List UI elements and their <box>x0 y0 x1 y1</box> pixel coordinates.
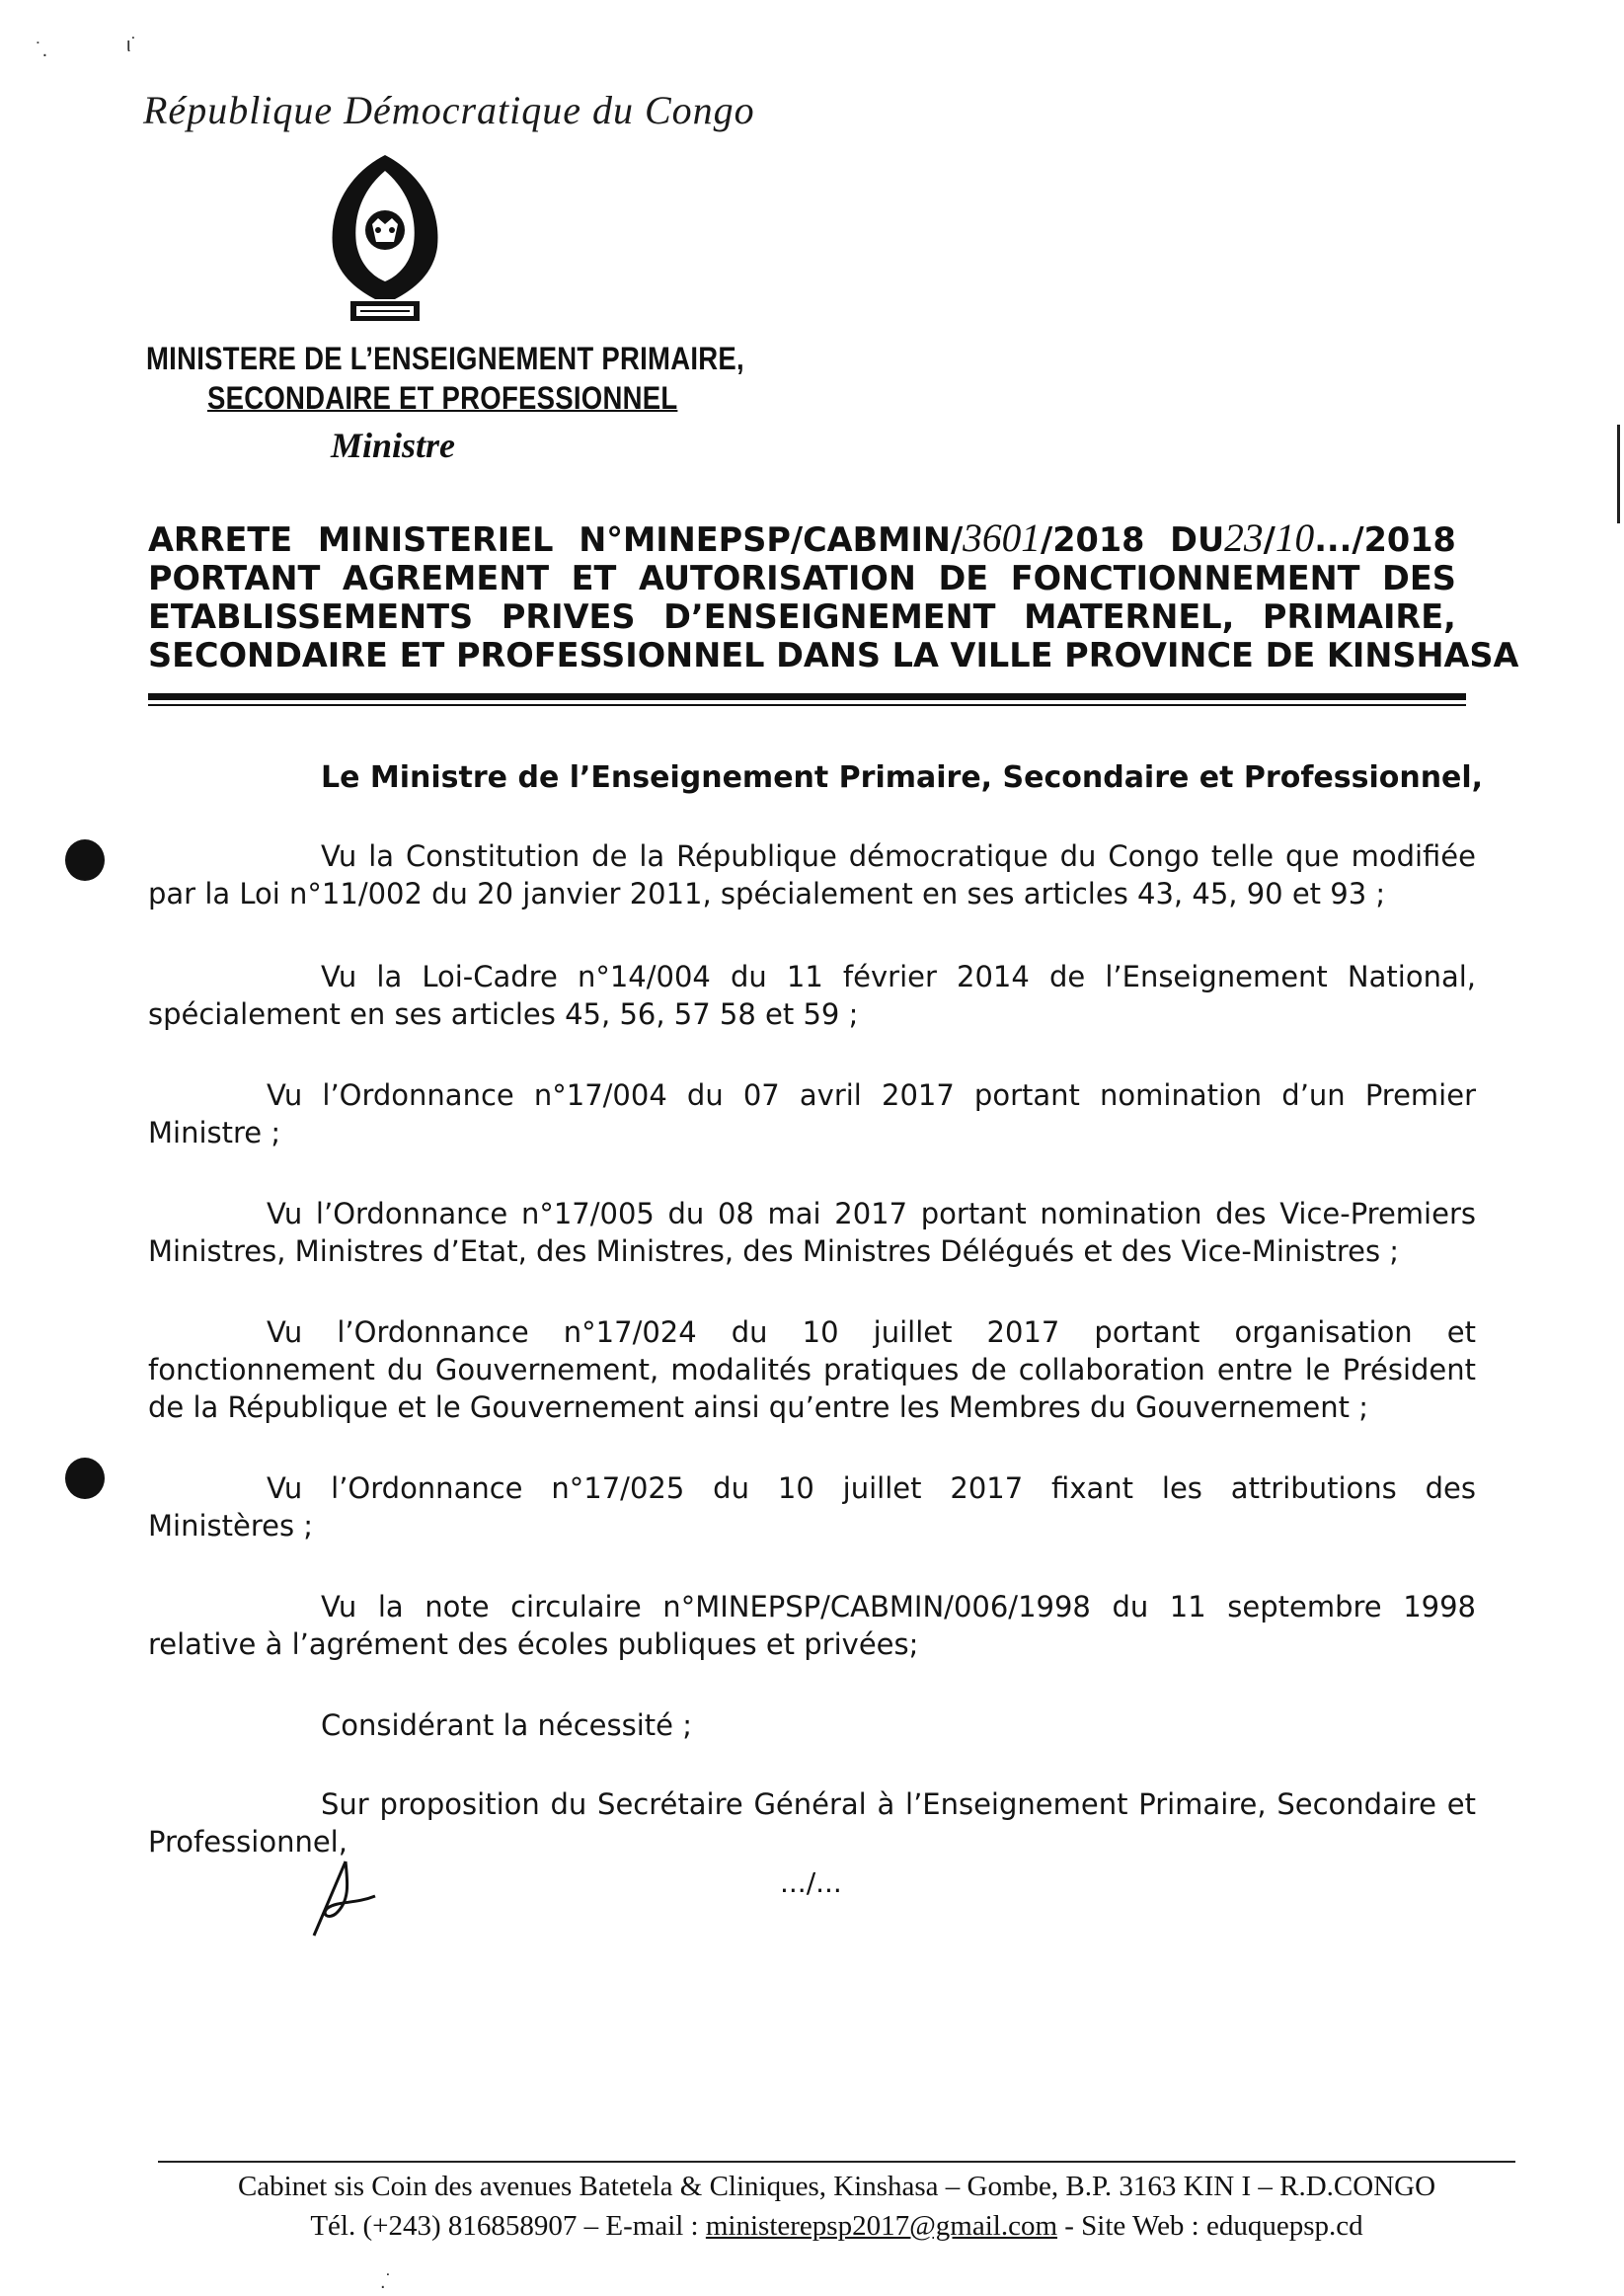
ministry-name-line1: MINISTERE DE L’ENSEIGNEMENT PRIMAIRE, <box>146 341 744 376</box>
republic-heading: République Démocratique du Congo <box>143 88 755 132</box>
handwritten-decree-number: 3601 <box>963 515 1041 560</box>
title-divider <box>148 693 1466 700</box>
paragraph-ordonnance-024: Vu l’Ordonnance n°17/024 du 10 juillet 2017 portant organisation et fonctionnement du Gouvernement, modalités pratiques de collaboration entre le Président de la République et le Gouvernement ainsi qu’entre les Membres du Gouvernement ; <box>148 1315 1476 1424</box>
paragraph-note-circulaire: Vu la note circulaire n°MINEPSP/CABMIN/006/1998 du 11 septembre 1998 relative à l’agrément des écoles publiques et privées; <box>148 1590 1476 1661</box>
scan-edge-mark <box>1617 425 1620 523</box>
ministry-name-line2: SECONDAIRE ET PROFESSIONNEL <box>207 380 678 416</box>
handwritten-day: 23 <box>1224 515 1264 560</box>
paragraph-ordonnance-025: Vu l’Ordonnance n°17/025 du 10 juillet 2017 fixant les attributions des Ministères ; <box>148 1471 1476 1543</box>
email-link[interactable]: ministerepsp2017@gmail.com <box>705 2210 1058 2242</box>
handwritten-month: 10 <box>1275 515 1315 560</box>
scan-speck: ˙. <box>36 40 48 61</box>
footer-contact: Tél. (+243) 816858907 – E-mail : ministerepsp2017@gmail.com - Site Web : eduquepsp.cd <box>310 2210 1363 2242</box>
minister-heading: Le Ministre de l’Enseignement Primaire, Secondaire et Professionnel, <box>321 760 1484 795</box>
punch-hole <box>65 1458 105 1499</box>
decree-title-line4: SECONDAIRE ET PROFESSIONNEL DANS LA VILLE PROVINCE DE KINSHASA <box>148 636 1519 675</box>
coat-of-arms-emblem <box>321 153 449 326</box>
ministre-label: Ministre <box>331 426 456 465</box>
decree-title <box>148 515 1519 675</box>
punch-hole <box>65 839 105 881</box>
footer-divider <box>158 2161 1515 2163</box>
decree-title-line2: PORTANT AGREMENT ET AUTORISATION DE FONCTIONNEMENT DES <box>148 559 1456 598</box>
paragraph-ordonnance-004: Vu l’Ordonnance n°17/004 du 07 avril 2017 portant nomination d’un Premier Ministre ; <box>148 1078 1476 1149</box>
scan-speck: .˙ <box>380 2271 393 2293</box>
scan-speck: ι˙ <box>126 35 138 56</box>
paragraph-considerant: Considérant la nécessité ; <box>321 1708 692 1742</box>
paragraph-proposition: Sur proposition du Secrétaire Général à l’Enseignement Primaire, Secondaire et Professionnel, <box>148 1787 1476 1859</box>
title-divider-thin <box>148 704 1466 706</box>
paragraph-loi-cadre: Vu la Loi-Cadre n°14/004 du 11 février 2014 de l’Enseignement National, spécialement en ses articles 45, 56, 57 58 et 59 ; <box>148 960 1476 1031</box>
footer-address: Cabinet sis Coin des avenues Batetela & Cliniques, Kinshasa – Gombe, B.P. 3163 KIN I – R.D.CONGO <box>237 2171 1436 2202</box>
decree-title-line3: ETABLISSEMENTS PRIVES D’ENSEIGNEMENT MATERNEL, PRIMAIRE, <box>148 597 1456 637</box>
continuation-marker: .../... <box>780 1866 842 1899</box>
paragraph-ordonnance-005: Vu l’Ordonnance n°17/005 du 08 mai 2017 portant nomination des Vice-Premiers Ministres, Ministres d’Etat, des Ministres, des Ministres Délégués et des Vice-Ministres ; <box>148 1197 1476 1268</box>
handwritten-initials <box>306 1857 385 1940</box>
paragraph-constitution: Vu la Constitution de la République démocratique du Congo telle que modifiée par la Loi n°11/002 du 20 janvier 2011, spécialement en ses articles 43, 45, 90 et 93 ; <box>148 839 1476 910</box>
decree-title-line1: ARRETE MINISTERIEL N°MINEPSP/CABMIN/3601/2018 DU23/10.../2018 <box>148 515 1456 560</box>
